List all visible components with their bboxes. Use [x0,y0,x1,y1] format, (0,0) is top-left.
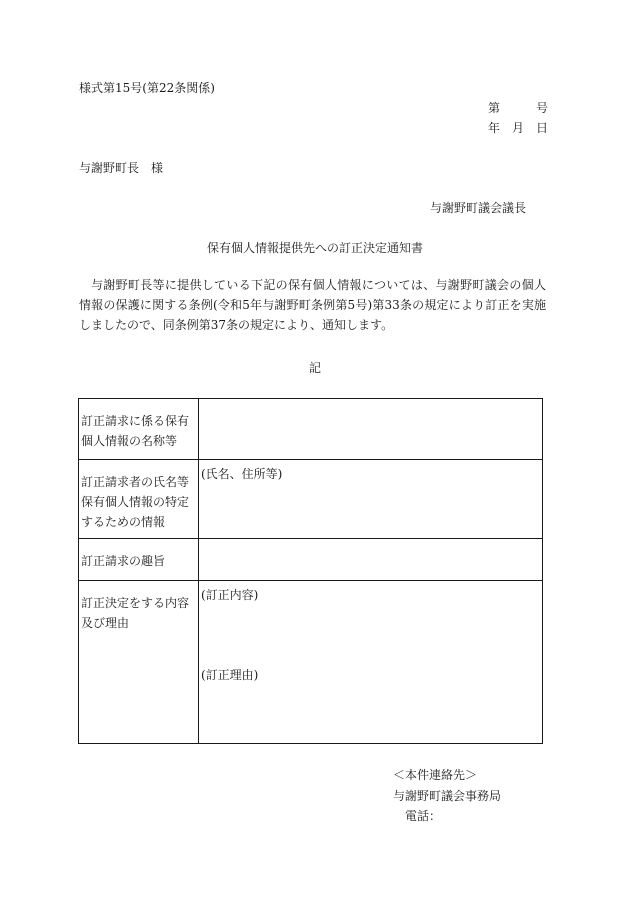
correction-content-label: (訂正内容) [201,588,259,602]
row-value-group [199,581,543,744]
ki-heading: 記 [308,361,321,375]
info-table [78,398,543,744]
doc-number-prefix: 第 [488,101,501,115]
sender: 与謝野町議会議長 [430,201,527,215]
date-day: 日 [536,121,549,135]
document-title: 保有個人情報提供先への訂正決定通知書 [206,241,423,255]
table-row [79,460,543,539]
recipient: 与謝野町長 様 [79,161,164,175]
body-paragraph: 与謝野町長等に提供している下記の保有個人情報については、与謝野町議会の個人情報の保護に関する条例(令和5年与謝野町条例第5号)第33条の規定により訂正を実施しましたので、同条例第37条の規定により、通知します。 [79,278,546,332]
form-number: 様式第15号(第22条関係) [79,81,215,95]
table-row [79,399,543,460]
row-label: 訂正決定をする内容及び理由 [79,581,199,744]
date-year: 年 [488,121,501,135]
document-date [488,120,549,136]
row-label: 訂正請求に係る保有個人情報の名称等 [79,399,199,460]
doc-number-suffix: 号 [536,101,549,115]
row-label: 訂正請求の趣旨 [79,539,199,581]
row-label: 訂正請求者の氏名等保有個人情報の特定するための情報 [79,460,199,539]
row-value [199,399,543,460]
document-number [488,100,549,116]
contact-phone: 電話： [405,809,442,823]
row-value: (氏名、住所等) [199,460,543,539]
contact-heading: ＜本件連絡先＞ [393,768,478,782]
table-row [79,539,543,581]
row-value [199,539,543,581]
date-month: 月 [512,121,525,135]
contact-office: 与謝野町議会事務局 [393,789,502,803]
correction-reason-label: (訂正理由) [201,668,259,682]
table-row [79,581,543,744]
